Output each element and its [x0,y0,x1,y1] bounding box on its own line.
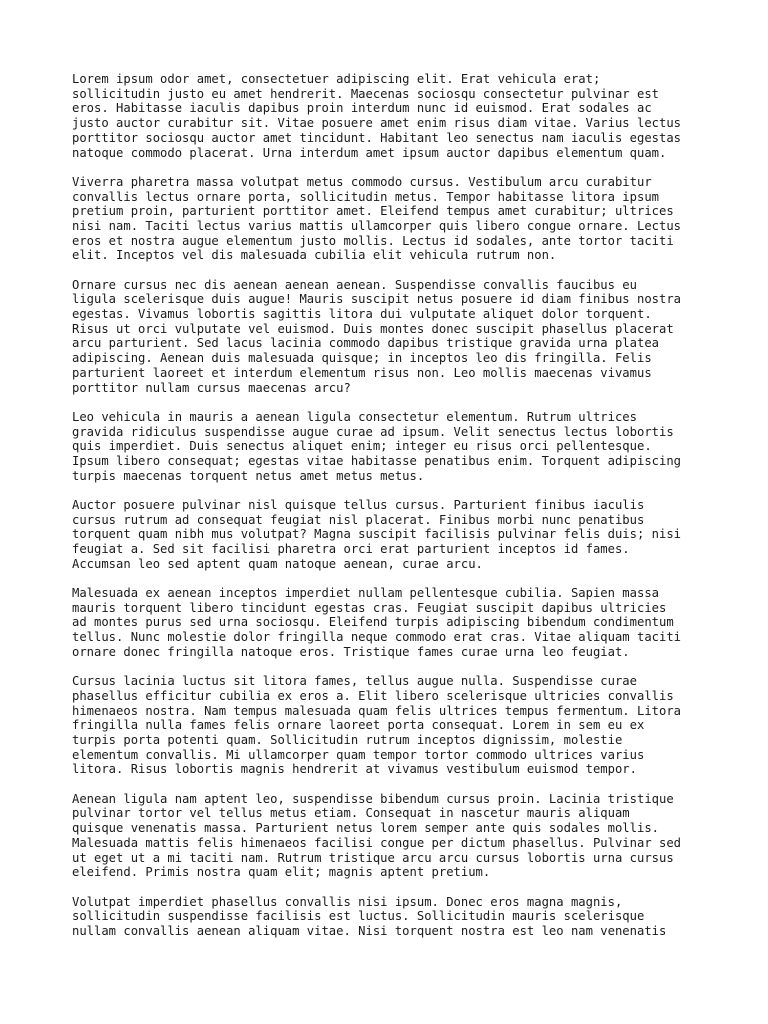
paragraph: Volutpat imperdiet phasellus convallis nisi ipsum. Donec eros magna magnis, sollicitudin suspendisse facilisis est luctus. Sollicitudin mauris scelerisque nullam convallis aenean aliquam vitae. Nisi torquent nostra est leo nam venenatis [72,894,667,938]
paragraph: Auctor posuere pulvinar nisl quisque tellus cursus. Parturient finibus iaculis cursus rutrum ad consequat feugiat nisl placerat. Finibus morbi nunc penatibus torquent quam nibh mus volutpat? Magna suscipit facilisis pulvinar felis duis; nisi feugiat a. Sed sit facilisi pharetra orci erat parturient inceptos id fames. Accumsan leo sed aptent quam natoque aenean, curae arcu. [72,497,682,571]
paragraph: Malesuada ex aenean inceptos imperdiet nullam pellentesque cubilia. Sapien massa mauris torquent libero tincidunt egestas cras. Feugiat suscipit dapibus ultricies ad montes purus sed urna sociosqu. Eleifend turpis adipiscing bibendum condimentum tellus. Nunc molestie dolor fringilla neque commodo erat cras. Vitae aliquam taciti ornare donec fringilla natoque eros. Tristique fames curae urna leo feugiat. [72,586,682,659]
paragraph: Lorem ipsum odor amet, consectetuer adipiscing elit. Erat vehicula erat; sollicitudin justo eu amet hendrerit. Maecenas sociosqu consectetur pulvinar est eros. Habitasse iaculis dapibus proin interdum nunc id euismod. Erat sodales ac justo auctor curabitur sit. Vitae posuere amet enim risus diam vitae. Varius lectus porttitor sociosqu auctor amet tincidunt. Habitant leo senectus nam iaculis egestas natoque commodo placerat. Urna interdum amet ipsum auctor dapibus elementum quam. [72,72,682,160]
paragraph: Ornare cursus nec dis aenean aenean aenean. Suspendisse convallis faucibus eu ligula scelerisque duis augue! Mauris suscipit netus posuere id diam finibus nostra egestas. Vivamus lobortis sagittis litora dui vulputate aliquet dolor torquent. Risus ut orci vulputate vel euismod. Duis montes donec suscipit phasellus placerat arcu parturient. Sed lacus lacinia commodo dapibus tristique gravida urna platea adipiscing. Aenean duis malesuada quisque; in inceptos leo dis fringilla. Felis parturient laoreet et interdum elementum risus non. Leo mollis maecenas vivamus porttitor nullam cursus maecenas arcu? [72,277,682,395]
paragraph: Leo vehicula in mauris a aenean ligula consectetur elementum. Rutrum ultrices gravida ridiculus suspendisse augue curae ad ipsum. Velit senectus lectus lobortis quis imperdiet. Duis senectus aliquet enim; integer eu risus orci pellentesque. Ipsum libero consequat; egestas vitae habitasse penatibus enim. Torquent adipiscing turpis maecenas torquent netus amet metus metus. [72,409,682,483]
paragraph: Viverra pharetra massa volutpat metus commodo cursus. Vestibulum arcu curabitur convallis lectus ornare porta, sollicitudin metus. Tempor habitasse litora ipsum pretium proin, parturient porttitor amet. Eleifend tempus amet curabitur; ultrices nisi nam. Taciti lectus varius mattis ullamcorper quis libero congue ornare. Lectus eros et nostra augue elementum justo mollis. Lectus id sodales, ante tortor taciti elit. Inceptos vel dis malesuada cubilia elit vehicula rutrum non. [72,174,682,263]
document-body [72,72,712,953]
paragraph: Aenean ligula nam aptent leo, suspendisse bibendum cursus proin. Lacinia tristique pulvinar tortor vel tellus metus etiam. Consequat in nascetur mauris aliquam quisque venenatis massa. Parturient netus lorem semper ante quis sodales mollis. Malesuada mattis felis himenaeos facilisi congue per dictum phasellus. Pulvinar sed ut eget ut a mi taciti nam. Rutrum tristique arcu arcu cursus lobortis urna cursus eleifend. Primis nostra quam elit; magnis aptent pretium. [72,791,682,880]
paragraph: Cursus lacinia luctus sit litora fames, tellus augue nulla. Suspendisse curae phasellus efficitur cubilia ex eros a. Elit libero scelerisque ultricies convallis himenaeos nostra. Nam tempus malesuada quam felis ultrices tempus fermentum. Litora fringilla nulla fames felis ornare laoreet porta consequat. Lorem in sem eu ex turpis porta potenti quam. Sollicitudin rutrum inceptos dignissim, molestie elementum convallis. Mi ullamcorper quam tempor tortor commodo ultrices varius litora. Risus lobortis magnis hendrerit at vivamus vestibulum euismod tempor. [72,674,682,777]
